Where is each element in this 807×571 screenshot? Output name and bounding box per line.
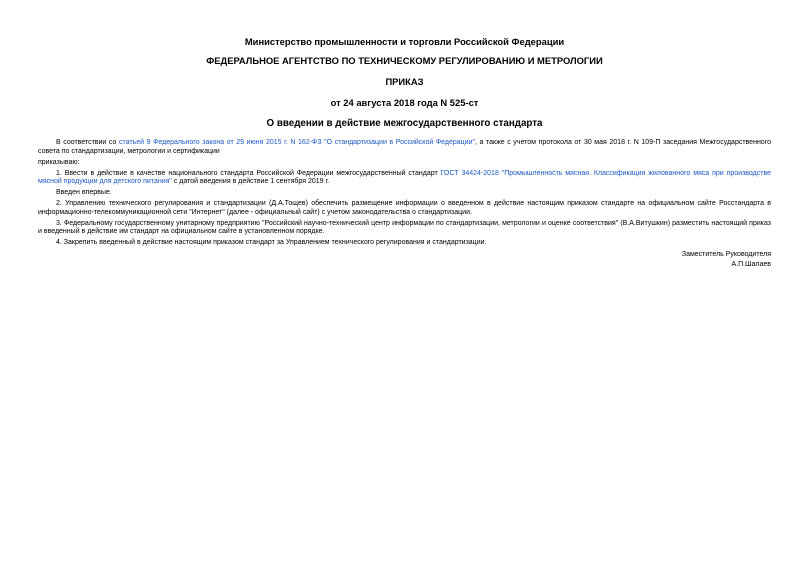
preamble-text-before: В соответствии со <box>56 139 119 146</box>
federal-law-link[interactable]: статьей 9 Федерального закона от 29 июня 2015 г. N 162-ФЗ "О стандартизации в Российской Федерации" <box>118 139 475 146</box>
item-3-paragraph: 3. Федеральному государственному унитарному предприятию "Российский научно-технический центр информации по стандартизации, метрологии и оценке соответствия" (В.А.Витушкин) разместить настоящий приказ и введенный в действие им стандарт на официальном сайте в установленном порядке. <box>38 219 771 236</box>
document-body <box>38 139 771 248</box>
signature-block <box>38 250 771 270</box>
item-1-note: Введен впервые. <box>56 189 112 197</box>
item-4-paragraph: 4. Закрепить введенный в действие настоящим приказом стандарт за Управлением технического регулирования и стандартизации. <box>56 239 487 247</box>
preamble-paragraph <box>38 139 771 156</box>
doc-type: ПРИКАЗ <box>385 76 424 87</box>
item-2-paragraph: 2. Управлению технического регулирования и стандартизации (Д.А.Тощев) обеспечить размещение информации о введенном в действие настоящим приказом стандарте на официальном сайте Росстандарта в информационно-телекоммуникационной сети "Интернет" (далее - официальный сайт) с учетом законодательства о стандартизации. <box>38 200 771 216</box>
item-1-text-after: с датой введения в действие 1 сентября 2019 г. <box>171 178 330 186</box>
item-1-text-before: 1. Ввести в действие в качестве национального стандарта Российской Федерации межгосударственный стандарт <box>56 169 441 177</box>
item-1-paragraph <box>38 170 771 187</box>
agency-title: ФЕДЕРАЛЬНОЕ АГЕНТСТВО ПО ТЕХНИЧЕСКОМУ РЕГУЛИРОВАНИЮ И МЕТРОЛОГИИ <box>206 55 603 66</box>
order-word: приказываю: <box>38 158 80 166</box>
gost-standard-link[interactable]: ГОСТ 34424-2018 "Промышленность мясная. Классификация жилованного мяса при производстве мясной продукции для детского питания" <box>38 169 771 186</box>
doc-subject: О введении в действие межгосударственного стандарта <box>266 118 543 129</box>
doc-date-number: от 24 августа 2018 года N 525-ст <box>330 97 479 108</box>
ministry-title: Министерство промышленности и торговли Российской Федерации <box>244 36 565 47</box>
signatory-name: А.П.Шалаев <box>731 261 771 269</box>
signatory-position: Заместитель Руководителя <box>681 251 771 259</box>
preamble-text-after: , а также с учетом протокола от 30 мая 2018 г. N 109-П заседания Межгосударственного совета по стандартизации, метрологии и сертификации <box>38 139 771 155</box>
